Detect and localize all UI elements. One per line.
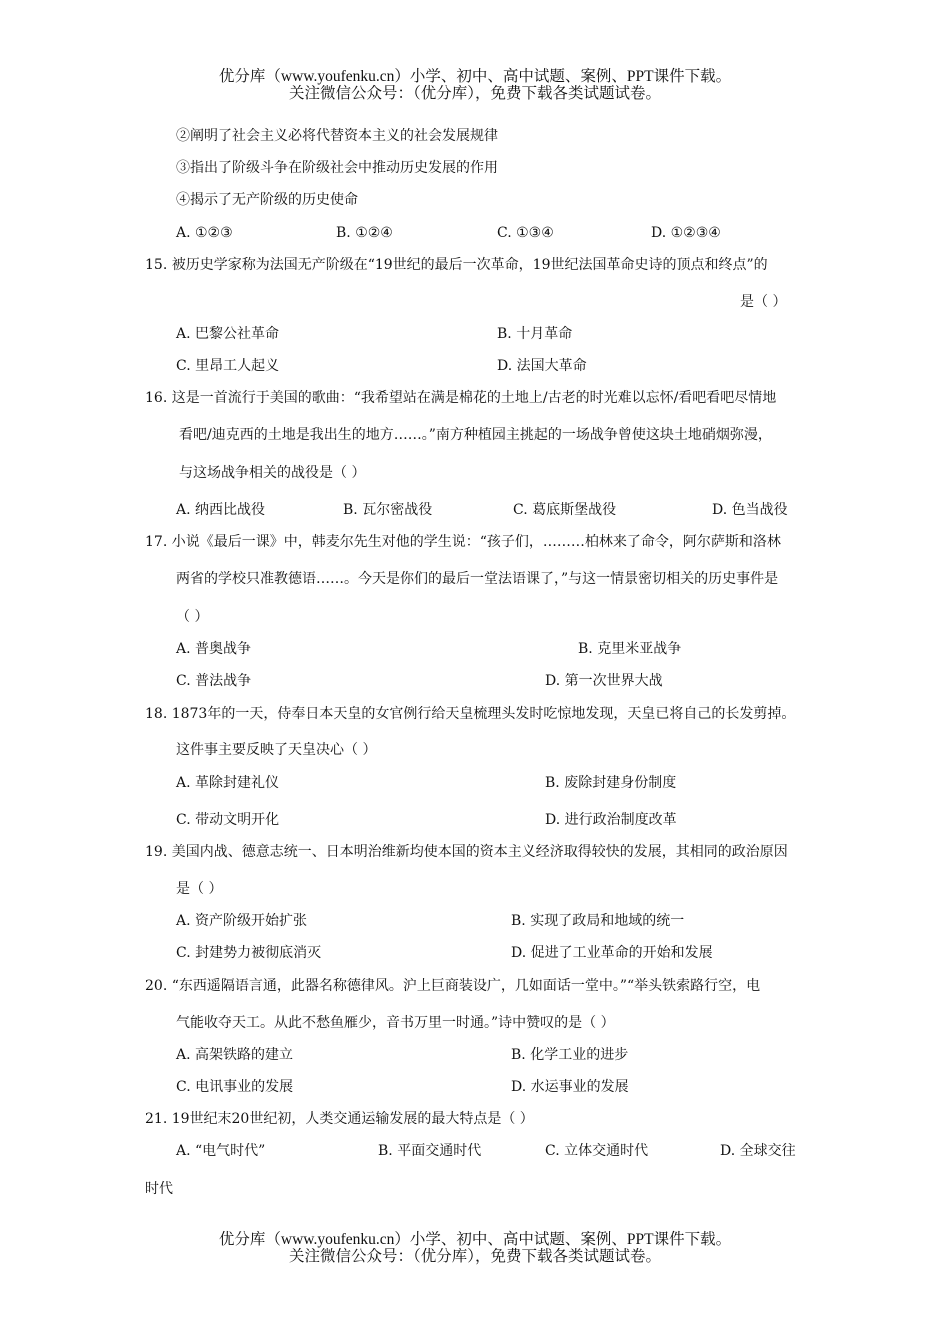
- q20-option-c: C. 电讯事业的发展: [176, 1079, 294, 1095]
- q18-stem-line-1: 18. 1873年的一天，侍奉日本天皇的女官例行给天皇梳理头发时吃惊地发现，天皇已将自己的长发剪掉。: [145, 706, 796, 722]
- header-line-1: 优分库（www.youfenku.cn）小学、初中、高中试题、案例、PPT课件下载。: [218, 68, 732, 85]
- q14-item-3: ③指出了阶级斗争在阶级社会中推动历史发展的作用: [176, 160, 498, 176]
- q17-option-b: B. 克里米亚战争: [578, 641, 682, 657]
- q17-stem-line-2: 两省的学校只准教德语……。今天是你们的最后一堂法语课了，”与这一情景密切相关的历史事件是: [176, 571, 779, 587]
- q21-option-a: A. “电气时代”: [176, 1143, 266, 1159]
- q20-option-b: B. 化学工业的进步: [511, 1047, 629, 1063]
- q21-option-d: D. 全球交往: [720, 1143, 796, 1159]
- q14-option-a: A. ①②③: [176, 225, 233, 241]
- q18-option-d: D. 进行政治制度改革: [545, 812, 677, 828]
- q21-option-b: B. 平面交通时代: [378, 1143, 482, 1159]
- q17-option-c: C. 普法战争: [176, 673, 252, 689]
- q19-stem-line-2: 是（ ）: [176, 881, 223, 897]
- q20-option-d: D. 水运事业的发展: [511, 1079, 629, 1095]
- q19-option-d: D. 促进了工业革命的开始和发展: [511, 945, 713, 961]
- q18-option-b: B. 废除封建身份制度: [545, 775, 677, 791]
- q20-stem-line-2: 气能收夺天工。从此不愁鱼雁少，音书万里一时通。”诗中赞叹的是（ ）: [176, 1015, 615, 1031]
- q17-stem-line-3: （ ）: [176, 609, 209, 625]
- footer-line-1: 优分库（www.youfenku.cn）小学、初中、高中试题、案例、PPT课件下载。: [218, 1231, 732, 1248]
- q19-option-c: C. 封建势力被彻底消灭: [176, 945, 322, 961]
- footer-line-2: 关注微信公众号：（优分库），免费下载各类试题试卷。: [288, 1248, 661, 1265]
- q16-option-d: D. 色当战役: [712, 502, 788, 518]
- q14-option-b: B. ①②④: [336, 225, 393, 241]
- q21-option-c: C. 立体交通时代: [545, 1143, 649, 1159]
- q19-option-b: B. 实现了政局和地域的统一: [511, 913, 685, 929]
- q17-option-d: D. 第一次世界大战: [545, 673, 663, 689]
- q15-option-b: B. 十月革命: [497, 326, 573, 342]
- header-line-2: 关注微信公众号：（优分库），免费下载各类试题试卷。: [288, 85, 661, 102]
- q15-option-c: C. 里昂工人起义: [176, 358, 280, 374]
- q16-option-b: B. 瓦尔密战役: [343, 502, 433, 518]
- q21-option-d-continuation: 时代: [145, 1181, 173, 1197]
- q14-item-4: ④揭示了无产阶级的历史使命: [176, 192, 358, 208]
- q18-option-c: C. 带动文明开化: [176, 812, 280, 828]
- q14-option-d: D. ①②③④: [651, 225, 721, 241]
- q16-stem-line-3: 与这场战争相关的战役是（ ）: [179, 465, 366, 481]
- q17-stem-line-1: 17. 小说《最后一课》中，韩麦尔先生对他的学生说：“孩子们，………柏林来了命令，阿尔萨斯和洛林: [145, 534, 781, 550]
- q19-option-a: A. 资产阶级开始扩张: [176, 913, 308, 929]
- q16-stem-line-2: 看吧/迪克西的土地是我出生的地方……。”南方种植园主挑起的一场战争曾使这块土地硝烟弥漫，: [179, 427, 772, 443]
- q16-option-a: A. 纳西比战役: [176, 502, 266, 518]
- q15-option-d: D. 法国大革命: [497, 358, 587, 374]
- q16-stem-line-1: 16. 这是一首流行于美国的歌曲：“我希望站在满是棉花的土地上/古老的时光难以忘怀/看吧看吧尽情地: [145, 390, 777, 406]
- q15-stem: 15. 被历史学家称为法国无产阶级在“19世纪的最后一次革命，19世纪法国革命史诗的顶点和终点”的: [145, 257, 768, 273]
- q20-stem-line-1: 20. “东西遥隔语言通，此器名称德律风。沪上巨商装设广，几如面话一堂中。”“举头铁索路行空，电: [145, 978, 761, 994]
- q19-stem-line-1: 19. 美国内战、德意志统一、日本明治维新均使本国的资本主义经济取得较快的发展，其相同的政治原因: [145, 844, 788, 860]
- q14-option-c: C. ①③④: [497, 225, 554, 241]
- q15-stem-end: 是（ ）: [740, 294, 787, 310]
- q16-option-c: C. 葛底斯堡战役: [513, 502, 617, 518]
- q18-stem-line-2: 这件事主要反映了天皇决心（ ）: [176, 742, 377, 758]
- q18-option-a: A. 革除封建礼仪: [176, 775, 280, 791]
- q14-item-2: ②阐明了社会主义必将代替资本主义的社会发展规律: [176, 128, 498, 144]
- q20-option-a: A. 高架铁路的建立: [176, 1047, 294, 1063]
- q17-option-a: A. 普奥战争: [176, 641, 252, 657]
- q21-stem: 21. 19世纪末20世纪初，人类交通运输发展的最大特点是（ ）: [145, 1111, 534, 1127]
- q15-option-a: A. 巴黎公社革命: [176, 326, 280, 342]
